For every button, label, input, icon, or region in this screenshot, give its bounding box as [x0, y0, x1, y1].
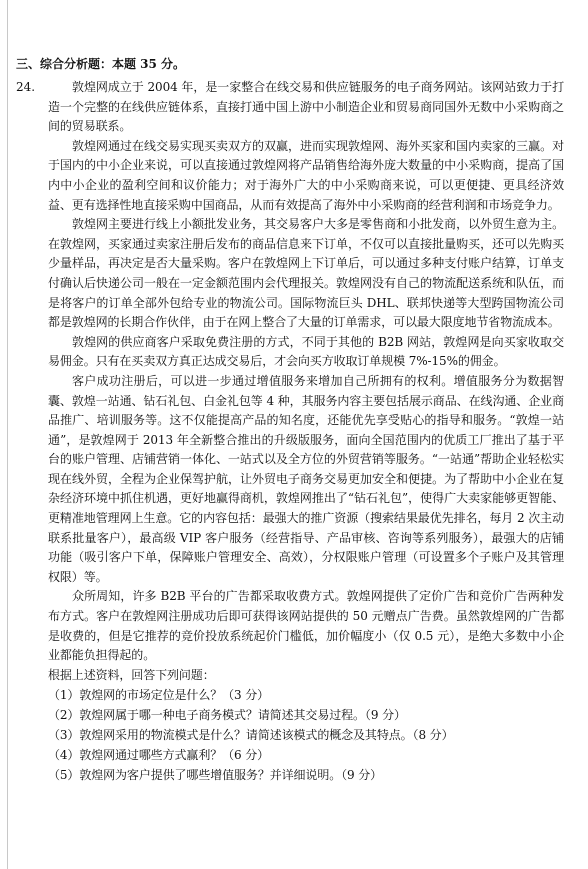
paragraph: 敦煌网的供应商客户采取免费注册的方式，不同于其他的 B2B 网站，敦煌网是向买家收取交易佣金。只有在买卖双方真正达成交易后，才会向买方收取订单规模 7%-15%的佣金。 [48, 334, 564, 369]
section-title: 三、综合分析题：本题 35 分。 [16, 57, 186, 71]
question-number: 24. [16, 80, 36, 94]
sub-question: （4）敦煌网通过哪些方式赢利？（6 分） [48, 748, 270, 763]
sub-question: （1）敦煌网的市场定位是什么？（3 分） [48, 688, 270, 703]
paragraph: 众所周知，许多 B2B 平台的广告都采取收费方式。敦煌网提供了定价广告和竞价广告两种发布方式。客户在敦煌网注册成功后即可获得该网站提供的 50 元赠点广告费。虽然敦煌网的广告都是收费的，但是它推荐的竞价投放系统起价门槛低，加价幅度小（仅 0.5 元），是绝大多数中小企业都能负担得起的。 [48, 589, 564, 663]
paragraph: 敦煌网成立于 2004 年，是一家整合在线交易和供应链服务的电子商务网站。该网站致力于打造一个完整的在线供应链体系，直接打通中国上游中小制造企业和贸易商同国外无数中小采购商之间的贸易联系。 [48, 80, 564, 134]
question-body [48, 78, 564, 785]
paragraph: 敦煌网通过在线交易实现买卖双方的双赢，进而实现敦煌网、海外买家和国内卖家的三赢。对于国内的中小企业来说，可以直接通过敦煌网将产品销售给海外庞大数量的中小采购商，提高了国内中小企业的盈利空间和议价能力；对于海外广大的中小采购商来说，可以更便捷、更具经济效益、更有选择性地直接采购中国商品，从而有效提高了海外中小采购商的经营利润和市场竞争力。 [48, 138, 564, 212]
paragraph: 客户成功注册后，可以进一步通过增值服务来增加自己所拥有的权利。增值服务分为数据智囊、敦煌一站通、钻石礼包、白金礼包等 4 种，其服务内容主要包括展示商品、在线沟通、企业商品推广、培训服务等。这不仅能提高产品的知名度，还能优先享受贴心的指导和服务。“敦煌一站通”，是敦煌网于 2013 年全新整合推出的升级版服务，面向全国范围内的优质工厂推出了基于平台的账户管理、店铺营销一体化、一站式以及全方位的外贸营销等服务。“一站通”帮助企业轻松实现在线外贸，全程为企业保驾护航，让外贸电子商务交易更加安全和便捷。为了帮助中小企业在复杂经济环境中抓住机遇，更好地赢得商机，敦煌网推出了“钻石礼包”，使得广大卖家能够更智能、更精准地管理网上生意。它的内容包括：最强大的推广资源（搜索结果最优先排名，每月 2 次主动联系批量客户），最高级 VIP 客户服务（经营指导、产品审核、咨询等系列服务），最强大的店铺功能（吸引客户下单，保障账户管理安全、高效），分权限账户管理（可设置多个子账户及其管理权限）等。 [48, 373, 564, 584]
sub-question: （2）敦煌网属于哪一种电子商务模式？请简述其交易过程。（9 分） [48, 708, 406, 723]
sub-question: （3）敦煌网采用的物流模式是什么？请简述该模式的概念及其特点。（8 分） [48, 728, 454, 743]
page-margin-line [7, 0, 8, 869]
answer-prompt: 根据上述资料，回答下列问题： [48, 667, 215, 682]
paragraph: 敦煌网主要进行线上小额批发业务，其交易客户大多是零售商和小批发商，以外贸生意为主。在敦煌网，买家通过卖家注册后发布的商品信息来下订单，不仅可以直接批量购买，还可以先购买少量样品，再决定是否大量采购。客户在敦煌网上下订单后，可以通过多种支付账户结算，订单支付确认后快递公司一般在一定金额范围内会代理报关。敦煌网没有自己的物流配送系统和队伍，而是将客户的订单全部外包给专业的物流公司。国际物流巨头 DHL、联邦快递等大型跨国物流公司都是敦煌网的长期合作伙伴，由于在网上整合了大量的订单需求，可以最大限度地节省物流成本。 [48, 217, 564, 330]
sub-question: （5）敦煌网为客户提供了哪些增值服务？并详细说明。（9 分） [48, 768, 383, 783]
